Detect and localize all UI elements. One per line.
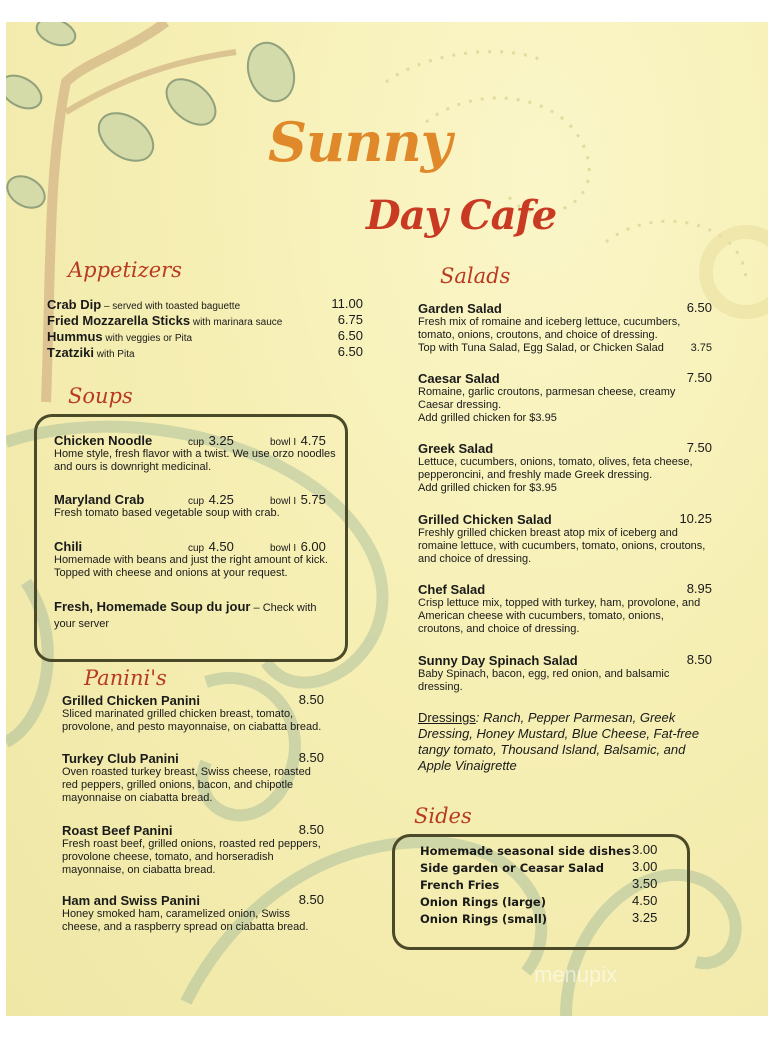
salad-item xyxy=(418,370,712,425)
section-heading-appetizers: Appetizers xyxy=(68,258,182,282)
item-desc: Fresh tomato based vegetable soup with crab. xyxy=(54,507,280,519)
cafe-name-line2: Day Cafe xyxy=(366,192,557,239)
item-price: 6.50 xyxy=(337,328,363,343)
dressings-note xyxy=(418,710,708,774)
item-price: 3.50 xyxy=(632,876,658,891)
item-price: 6.50 xyxy=(337,344,363,359)
section-heading-paninis: Panini's xyxy=(84,666,167,690)
salad-item xyxy=(418,511,712,566)
panini-item xyxy=(62,692,328,734)
section-heading-soups: Soups xyxy=(68,384,133,408)
item-name: Fried Mozzarella Sticks xyxy=(47,313,191,328)
item-name: French Fries xyxy=(420,878,500,892)
item-name: Onion Rings (large) xyxy=(420,895,546,909)
item-price: 8.50 xyxy=(298,892,324,907)
salad-item xyxy=(418,300,712,355)
item-price: 7.50 xyxy=(686,370,712,385)
item-name: Maryland Crab xyxy=(54,492,145,507)
list-item xyxy=(47,312,369,328)
item-name: Fresh, Homemade Soup du jour xyxy=(54,599,251,614)
bowl-label: bowl I xyxy=(270,437,297,448)
bowl-label: bowl I xyxy=(270,543,297,554)
item-name: Tzatziki xyxy=(47,345,94,360)
panini-item xyxy=(62,750,328,805)
item-name: Greek Salad xyxy=(418,441,494,456)
list-item xyxy=(420,910,660,927)
bowl-price: 5.75 xyxy=(300,492,326,507)
item-desc: Fresh mix of romaine and iceberg lettuce, cucumbers, tomato, onions, croutons, and choice of dressing. xyxy=(418,316,681,341)
item-price: 8.50 xyxy=(298,750,324,765)
section-heading-salads: Salads xyxy=(440,264,511,288)
item-desc: Fresh roast beef, grilled onions, roasted red peppers, provolone cheese, tomato, and horseradish mayonnaise, on ciabatta bread. xyxy=(62,838,321,876)
item-price: 8.50 xyxy=(298,822,324,837)
item-price: 6.75 xyxy=(337,312,363,327)
list-item xyxy=(47,344,369,360)
item-name: Side garden or Ceasar Salad xyxy=(420,861,604,875)
item-desc: with marinara sauce xyxy=(190,317,283,328)
soup-du-jour xyxy=(54,599,338,631)
item-name: Crab Dip xyxy=(47,297,102,312)
item-price: 8.95 xyxy=(686,581,712,596)
item-name: Caesar Salad xyxy=(418,371,500,386)
item-name: Grilled Chicken Salad xyxy=(418,512,552,527)
item-price: 8.50 xyxy=(298,692,324,707)
cup-label: cup xyxy=(188,496,205,507)
item-desc: Oven roasted turkey breast, Swiss cheese, roasted red peppers, grilled onions, bacon, and chipotle mayonnaise on ciabatta bread. xyxy=(62,766,311,804)
item-price: 6.50 xyxy=(686,300,712,315)
item-name: Ham and Swiss Panini xyxy=(62,893,200,908)
list-item xyxy=(420,859,660,876)
item-desc: Sliced marinated grilled chicken breast, tomato, provolone, and pesto mayonnaise, on ciabatta bread. xyxy=(62,708,322,733)
item-desc: Home style, fresh flavor with a twist. We use orzo noodles and ours is downright medicinal. xyxy=(54,448,336,473)
item-price: 10.25 xyxy=(679,511,712,526)
cafe-name-line1: Sunny xyxy=(268,110,452,174)
bowl-price: 4.75 xyxy=(300,433,326,448)
item-desc: Crisp lettuce mix, topped with turkey, ham, provolone, and American cheese with cucumbers, tomato, onions, croutons, and choice of dressing. xyxy=(418,597,701,635)
dressings-list: : Ranch, Pepper Parmesan, Greek Dressing, Honey Mustard, Blue Cheese, Fat-free tangy tomato, Thousand Island, Balsamic, and Apple Vinaigrette xyxy=(418,710,700,773)
list-item xyxy=(420,876,660,893)
item-desc: Freshly grilled chicken breast atop mix of iceberg and romaine lettuce, with cucumbers, tomato, onions, croutons, and choice of dressing. xyxy=(418,527,706,565)
item-extra: Add grilled chicken for $3.95 xyxy=(418,482,557,494)
item-name: Roast Beef Panini xyxy=(62,823,173,838)
item-desc: – served with toasted baguette xyxy=(101,301,241,312)
soup-item xyxy=(54,432,338,474)
item-name: Hummus xyxy=(47,329,103,344)
bowl-label: bowl I xyxy=(270,496,297,507)
item-name: Homemade seasonal side dishes xyxy=(420,844,631,858)
panini-item xyxy=(62,822,328,877)
item-desc: – Check with your server xyxy=(54,602,317,630)
item-price: 3.25 xyxy=(632,910,658,925)
section-heading-sides: Sides xyxy=(414,804,472,828)
item-desc: with Pita xyxy=(93,349,135,360)
bowl-price: 6.00 xyxy=(300,539,326,554)
item-name: Chicken Noodle xyxy=(54,433,153,448)
cup-label: cup xyxy=(188,543,205,554)
item-price: 11.00 xyxy=(331,296,363,311)
item-price: 3.00 xyxy=(632,842,658,857)
item-name: Onion Rings (small) xyxy=(420,912,548,926)
item-price: 8.50 xyxy=(686,652,712,667)
item-desc: Lettuce, cucumbers, onions, tomato, olives, feta cheese, pepperoncini, and freshly made Greek dressing. xyxy=(418,456,693,481)
cup-price: 4.25 xyxy=(208,492,234,507)
item-extra: Add grilled chicken for $3.95 xyxy=(418,412,557,424)
salad-item xyxy=(418,440,712,495)
cup-price: 3.25 xyxy=(208,433,234,448)
item-desc: Honey smoked ham, caramelized onion, Swiss cheese, and a raspberry spread on ciabatta bread. xyxy=(62,908,309,933)
item-name: Chili xyxy=(54,539,83,554)
item-extra: Top with Tuna Salad, Egg Salad, or Chicken Salad xyxy=(418,342,664,354)
item-price: 7.50 xyxy=(686,440,712,455)
watermark: menupix xyxy=(534,962,618,987)
soup-item xyxy=(54,538,338,580)
item-desc: Baby Spinach, bacon, egg, red onion, and balsamic dressing. xyxy=(418,668,670,693)
list-item xyxy=(420,842,660,859)
list-item xyxy=(47,328,369,344)
item-name: Grilled Chicken Panini xyxy=(62,693,200,708)
item-desc: with veggies or Pita xyxy=(102,333,193,344)
appetizers-list xyxy=(47,296,369,360)
cup-label: cup xyxy=(188,437,205,448)
list-item xyxy=(420,893,660,910)
item-extra-price: 3.75 xyxy=(690,342,712,354)
item-name: Turkey Club Panini xyxy=(62,751,179,766)
item-price: 3.00 xyxy=(632,859,658,874)
soup-item xyxy=(54,491,338,520)
item-price: 4.50 xyxy=(632,893,658,908)
cup-price: 4.50 xyxy=(208,539,234,554)
dressings-label: Dressings xyxy=(418,710,476,725)
menu-page xyxy=(6,22,768,1016)
item-name: Sunny Day Spinach Salad xyxy=(418,653,578,668)
panini-item xyxy=(62,892,328,934)
item-name: Garden Salad xyxy=(418,301,502,316)
salad-item xyxy=(418,581,712,636)
salad-item xyxy=(418,652,712,694)
item-desc: Romaine, garlic croutons, parmesan cheese, creamy Caesar dressing. xyxy=(418,386,676,411)
item-name: Chef Salad xyxy=(418,582,486,597)
sides-list xyxy=(420,842,660,927)
item-desc: Homemade with beans and just the right amount of kick. Topped with cheese and onions at your request. xyxy=(54,554,328,579)
list-item xyxy=(47,296,369,312)
